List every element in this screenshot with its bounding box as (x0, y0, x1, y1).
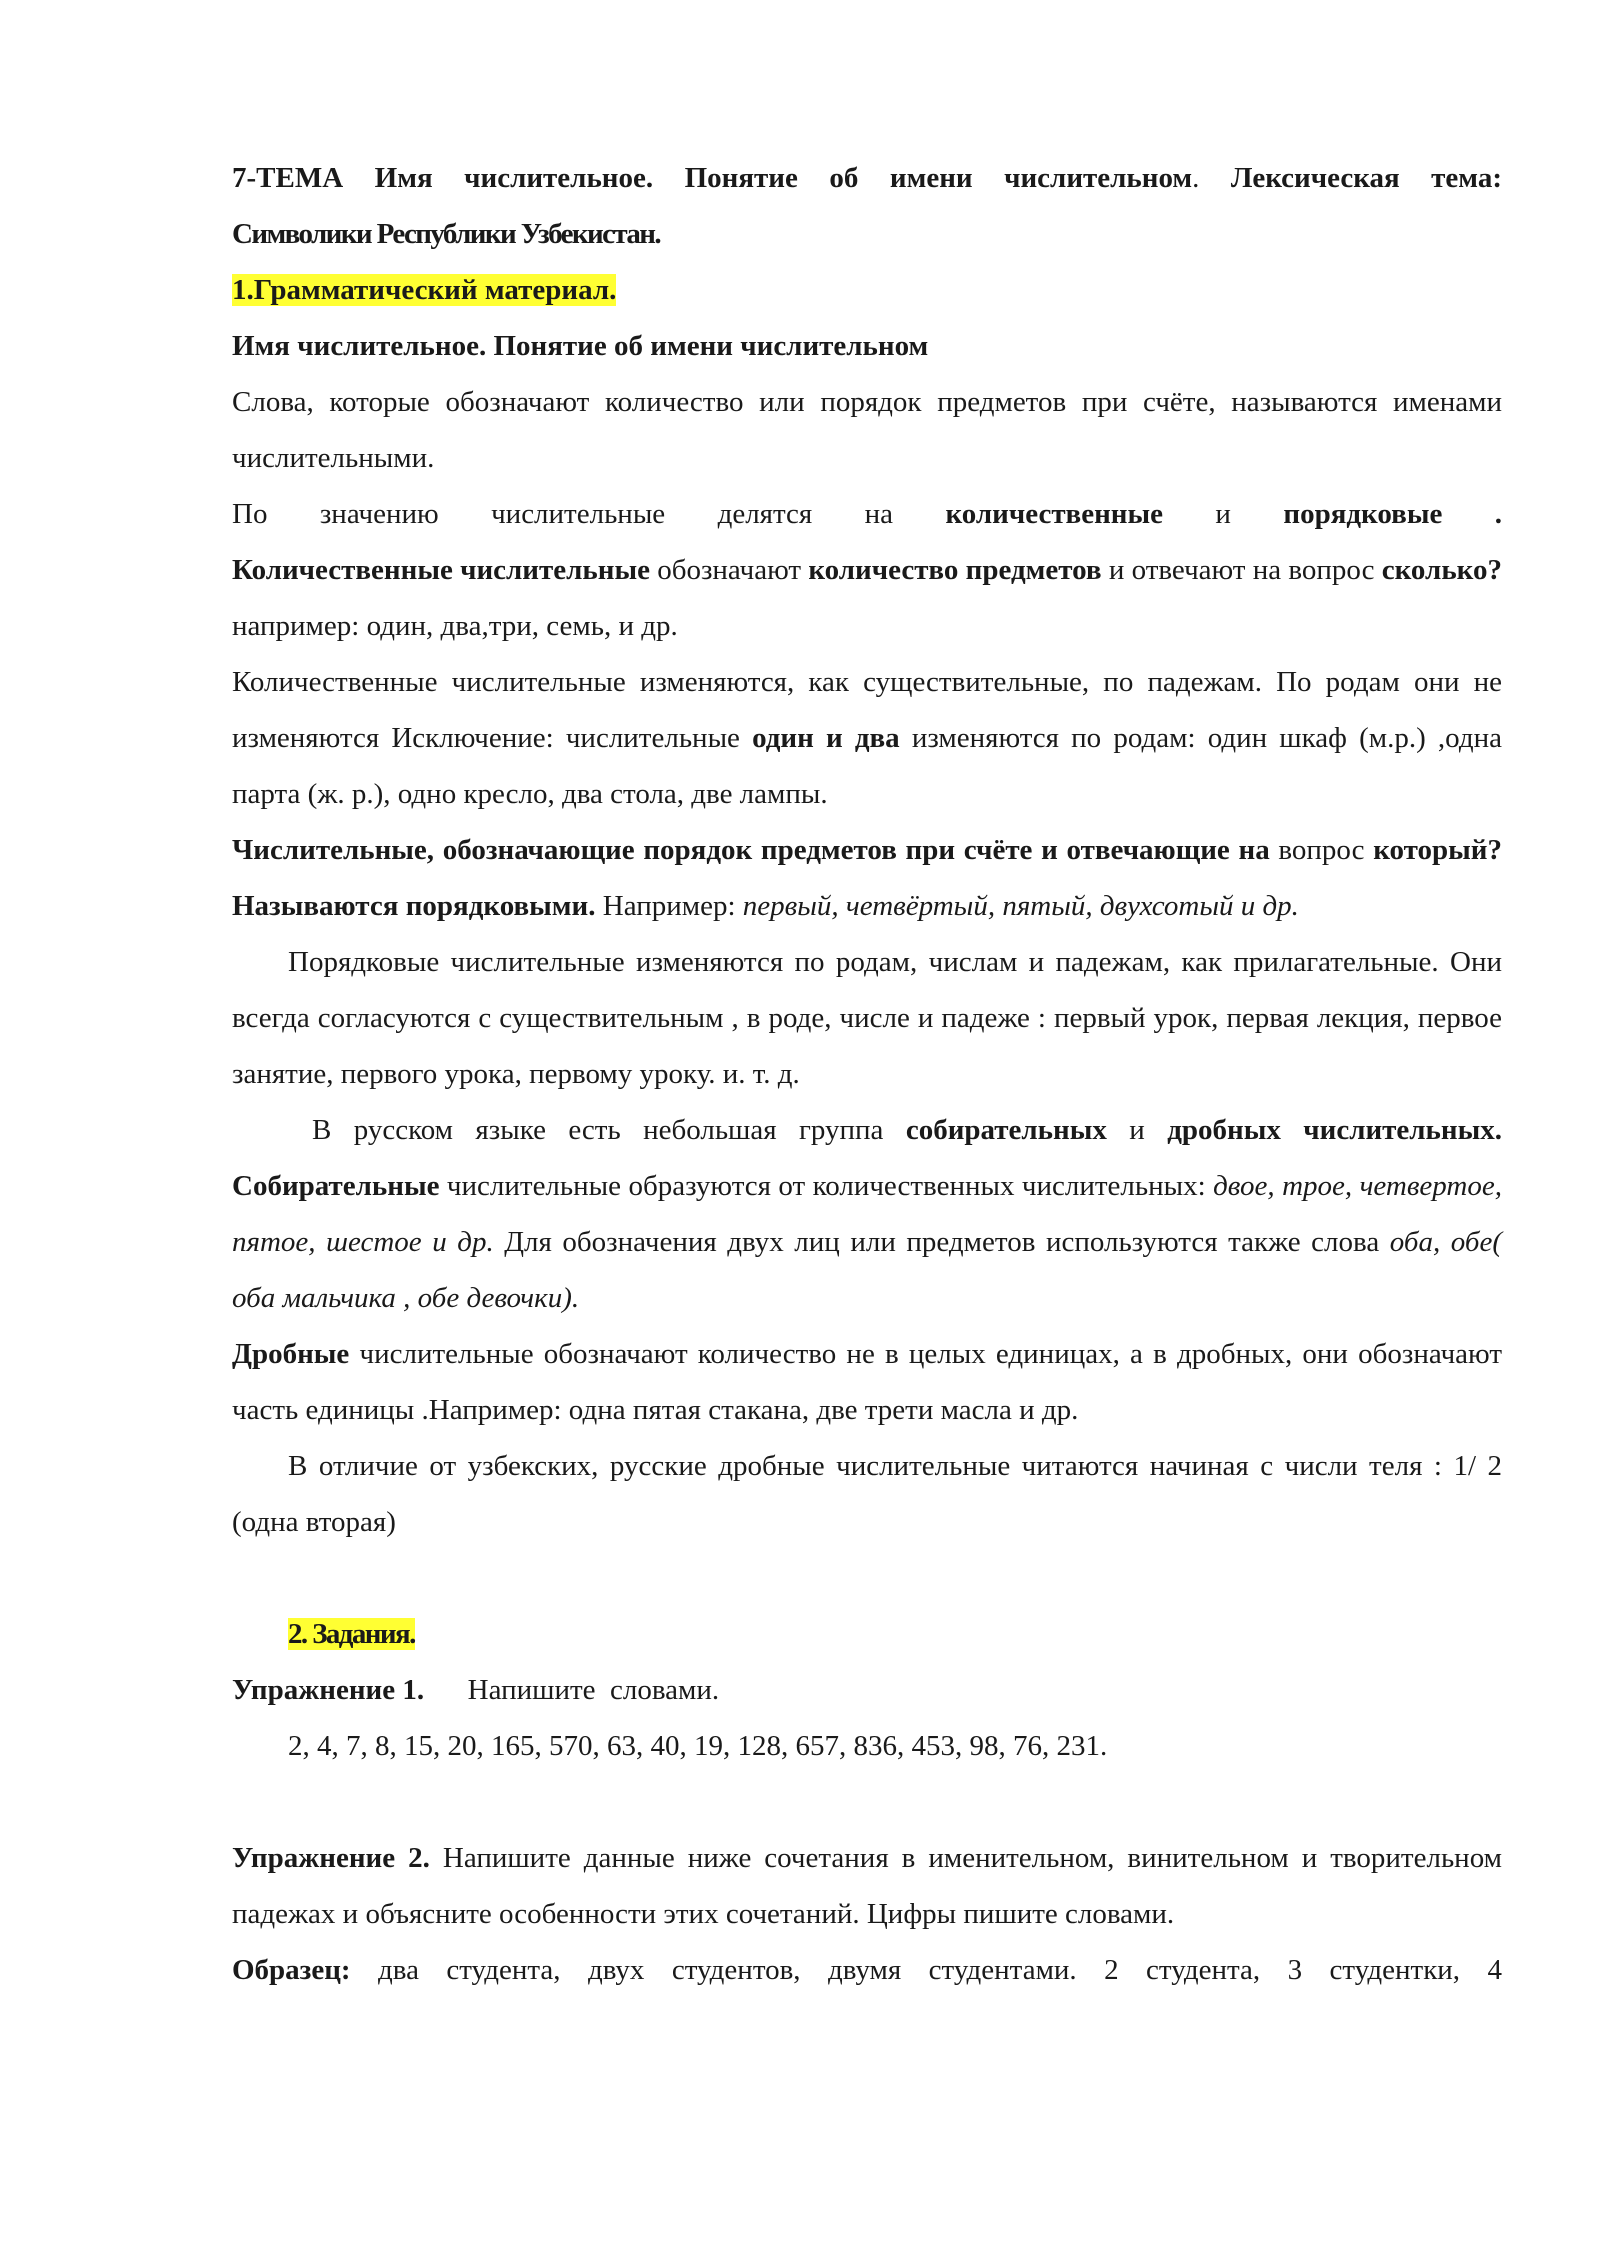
exercise2-label: Упражнение 2. (232, 1842, 430, 1874)
text: . (1442, 498, 1502, 530)
text: числительные обозначают количество не в целых единицах, а в дробных, они обозначают часть единицы .Например: одна пятая стакана, две трети масла и др. (232, 1338, 1502, 1426)
topic-title-line2: Символики Республики Узбекистан. (232, 218, 661, 250)
text: изменяются по родам: один шкаф (м.р.) ,одна парта (ж. р.), одно кресло, два стола, две лампы. (232, 722, 1502, 810)
bold-term: Дробные (232, 1338, 350, 1370)
text: Количественные числительные изменяются, как существительные, по падежам. По родам они не изменяются Исключение: числительные (232, 666, 1502, 754)
document-content (232, 150, 1502, 1998)
lexical-theme-label: Лексическая тема: (1199, 162, 1502, 194)
paragraph-ordinal-agreement: Порядковые числительные изменяются по родам, числам и падежам, как прилагательные. Они всегда согласуются с существительным , в роде, числе и падеже : первый урок, первая лекция, первое занятие, первого урока, первому уроку. и. т. д. (232, 946, 1502, 1090)
sample-text: два студента, двух студентов, двумя студентами. 2 студента, 3 студентки, 4 (350, 1954, 1502, 1986)
section1-heading-line (232, 262, 1502, 318)
text: и (1106, 1114, 1168, 1146)
spacer (232, 1774, 1502, 1830)
exercise1-label: Упражнение 1. (232, 1674, 425, 1706)
text: Для обозначения двух лиц или предметов используются также слова (493, 1226, 1390, 1258)
bold-term: дробных числительных. (1167, 1114, 1502, 1146)
text: числительные образуются от количественных числительных: (439, 1170, 1214, 1202)
bold-term: Числительные, обозначающие порядок предметов при счёте и отвечающие на (232, 834, 1270, 866)
topic-title-line1 (232, 150, 1502, 206)
section2-heading: 2. Задания. (288, 1618, 415, 1650)
text: и отвечают на вопрос (1101, 554, 1382, 586)
bold-term: который? Называются порядковыми. (232, 834, 1503, 922)
paragraph-fraction-reading: В отличие от узбекских, русские дробные числительные читаются начиная с числи теля : 1/ 2 (одна вторая) (232, 1450, 1502, 1538)
paragraph-cardinal (232, 542, 1502, 654)
paragraph-definition: Слова, которые обозначают количество или порядок предметов при счёте, называются именами числительными. (232, 386, 1502, 474)
bold-term: порядковые (1283, 498, 1443, 530)
text: например: один, два,три, семь, и др. (232, 610, 678, 642)
bold-term: количество предметов (808, 554, 1102, 586)
paragraph-collective (232, 1102, 1502, 1326)
bold-term: Количественные числительные (232, 554, 650, 586)
text: В русском языке есть небольшая группа (312, 1114, 906, 1146)
exercise2-task: Напишите данные ниже сочетания в именительном, винительном и творительном падежах и объясните особенности этих сочетаний. Цифры пишите словами. (232, 1842, 1502, 1930)
paragraph-ordinal (232, 822, 1502, 934)
topic-title: 7-ТЕМА Имя числительное. Понятие об имени числительном (232, 162, 1193, 194)
exercise1-numbers: 2, 4, 7, 8, 15, 20, 165, 570, 63, 40, 19, 128, 657, 836, 453, 98, 76, 231. (288, 1730, 1108, 1762)
section2-heading-line (232, 1606, 1502, 1662)
section1-subheading: Имя числительное. Понятие об имени числительном (232, 330, 929, 362)
bold-term: собирательных (905, 1114, 1107, 1146)
bold-term: Собирательные (232, 1170, 440, 1202)
exercise2-task-paragraph (232, 1830, 1502, 1942)
paragraph-cardinal-declension (232, 654, 1502, 822)
italic-examples: двое, трое, четвертое, пятое, шестое и др. (232, 1170, 1502, 1258)
italic-examples: первый, четвёртый, пятый, двухсотый и др. (742, 890, 1299, 922)
text: Например: (595, 890, 743, 922)
bold-term: количественные (945, 498, 1164, 530)
text: вопрос (1269, 834, 1374, 866)
exercise2-sample (232, 1942, 1502, 1998)
exercise1-line (232, 1662, 1502, 1718)
text: обозначают (649, 554, 809, 586)
text: По значению числительные делятся на (232, 498, 946, 530)
spacer (232, 1550, 1502, 1606)
exercise1-task: Напишите словами. (424, 1674, 720, 1706)
paragraph-division (232, 486, 1502, 542)
title-dot: . (1192, 162, 1200, 194)
section1-heading: 1.Грамматический материал. (232, 274, 617, 306)
bold-term: один и два (752, 722, 900, 754)
bold-term: сколько? (1381, 554, 1502, 586)
paragraph-fractional (232, 1326, 1502, 1438)
sample-label: Образец: (232, 1954, 351, 1986)
italic-examples: оба, обе( оба мальчика , обе девочки). (232, 1226, 1502, 1314)
text: и (1163, 498, 1284, 530)
